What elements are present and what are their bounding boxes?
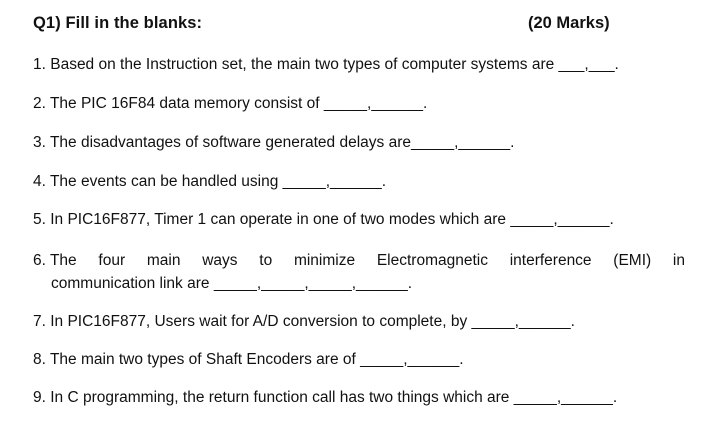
q6-word: to xyxy=(259,252,273,269)
question-title: Q1) Fill in the blanks: xyxy=(33,14,203,32)
question-header xyxy=(33,10,627,40)
question-item-3: 3. The disadvantages of software generated delays are_____,______. xyxy=(33,134,515,151)
marks-label: (20 Marks) xyxy=(528,14,610,32)
q6-word: minimize xyxy=(293,252,356,269)
question-item-9: 9. In C programming, the return function call has two things which are _____,______. xyxy=(33,389,618,406)
q6-word: ways xyxy=(202,252,238,269)
q6-word: (EMI) xyxy=(613,252,652,269)
question-item-7: 7. In PIC16F877, Users wait for A/D conversion to complete, by _____,______. xyxy=(33,313,575,330)
q6-word: Electromagnetic xyxy=(376,252,488,269)
question-item-4: 4. The events can be handled using _____,______. xyxy=(33,173,387,190)
q6-word: main xyxy=(146,252,181,269)
question-item-6 xyxy=(33,249,685,295)
question-item-2: 2. The PIC 16F84 data memory consist of _____,______. xyxy=(33,95,428,112)
q6-word: four xyxy=(98,252,126,269)
question-item-5: 5. In PIC16F877, Timer 1 can operate in one of two modes which are _____,______. xyxy=(33,211,614,228)
q6-word: in xyxy=(672,252,685,269)
question-item-8: 8. The main two types of Shaft Encoders are of _____,______. xyxy=(33,351,464,368)
question-6-line-2: communication link are _____,_____,_____,______. xyxy=(51,275,413,292)
q6-word: interference xyxy=(509,252,592,269)
q6-word: 6. The xyxy=(33,252,77,269)
question-item-1: 1. Based on the Instruction set, the main two types of computer systems are ___,___. xyxy=(33,56,619,73)
question-6-line-1 xyxy=(33,249,685,272)
